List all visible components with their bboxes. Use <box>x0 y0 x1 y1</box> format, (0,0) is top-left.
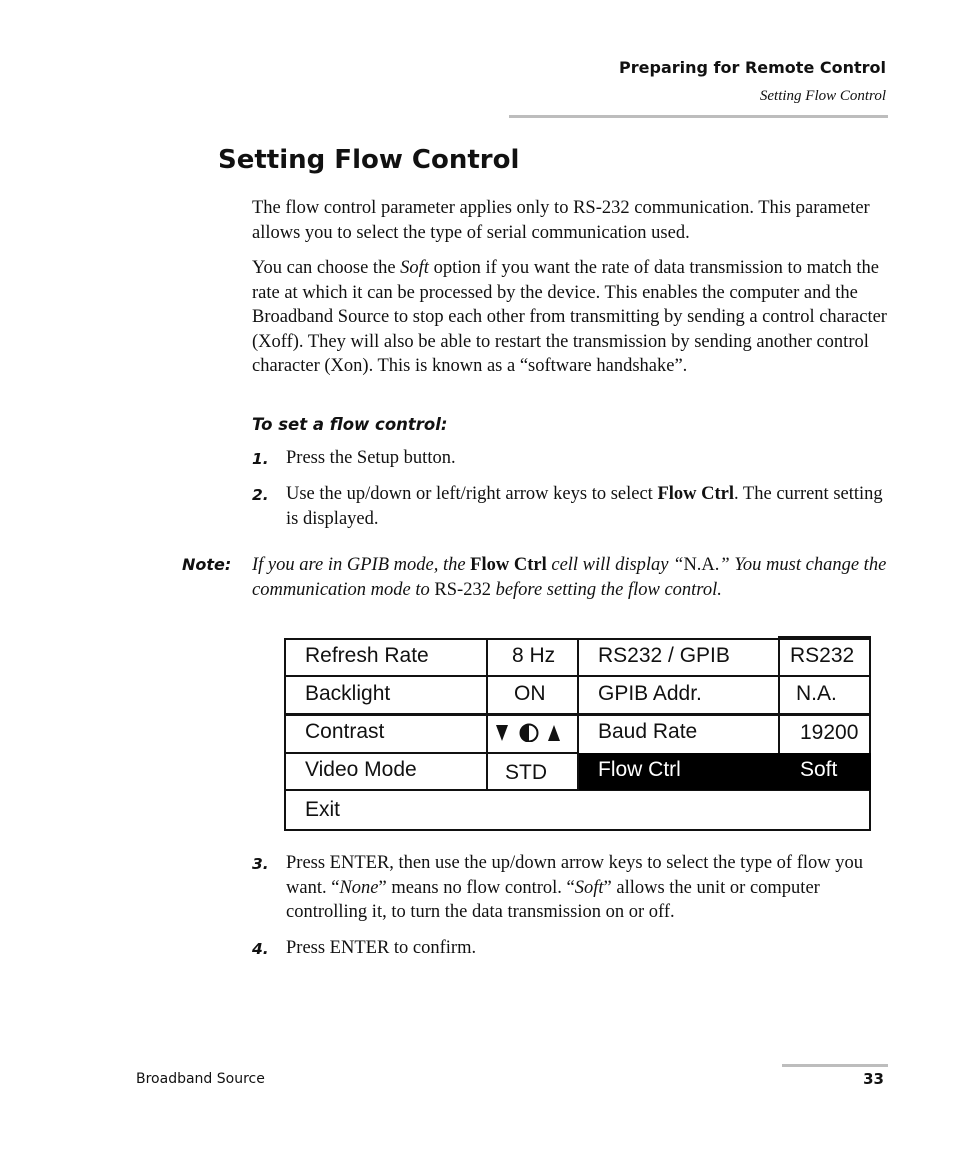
comm-mode-value: RS232 <box>790 644 855 667</box>
backlight-label: Backlight <box>305 682 391 705</box>
gpib-address-label: GPIB Addr. <box>598 682 702 705</box>
contrast-icon <box>521 725 538 742</box>
backlight-value: ON <box>514 682 546 705</box>
comm-mode-label: RS232 / GPIB <box>598 644 730 667</box>
baud-rate-value: 19200 <box>800 721 859 744</box>
step-3: 3. Press ENTER, then use the up/down arrow keys to select the type of flow you want. “None” means no flow control. “Soft” allows the unit or computer controlling it, to turn the data transmission on or off. <box>252 853 863 923</box>
divider <box>778 636 780 715</box>
video-mode-label: Video Mode <box>305 758 417 781</box>
step-1: 1. Press the Setup button. <box>252 446 888 471</box>
note-label: Note: <box>182 555 232 574</box>
divider <box>778 636 871 638</box>
footer-product-name: Broadband Source <box>136 1071 265 1087</box>
divider <box>578 675 871 677</box>
baud-rate-label: Baud Rate <box>598 720 698 743</box>
divider <box>284 675 579 677</box>
divider <box>284 713 579 716</box>
page-number: 33 <box>863 1070 884 1088</box>
divider <box>486 638 488 790</box>
soft-option-paragraph: You can choose the Soft option if you want the rate of data transmission to match the rate at which it can be processed by the device. This enables the computer and the Broadband Source to stop each other from transmitting by sending a control character (Xoff). They will also be able to restart the transmission by sending another control character (Xon). This is known as a “software handshake”. <box>252 258 887 377</box>
step-4: 4. Press ENTER to confirm. <box>252 936 888 961</box>
video-mode-value: STD <box>505 761 547 784</box>
divider <box>778 714 780 754</box>
footer-rule <box>782 1064 888 1067</box>
contrast-controls <box>495 722 565 748</box>
running-header-section: Setting Flow Control <box>759 88 886 104</box>
step-number: 1. <box>252 450 269 468</box>
running-header-chapter: Preparing for Remote Control <box>619 58 886 77</box>
note-text: If you are in GPIB mode, the Flow Ctrl cell will display “N.A.” You must change the communication mode to RS-232 before setting the flow control. <box>252 555 887 600</box>
gpib-address-value: N.A. <box>796 682 837 705</box>
page-title: Setting Flow Control <box>218 145 520 175</box>
step-2: 2. Use the up/down or left/right arrow keys to select Flow Ctrl. The current setting is displayed. <box>252 484 883 529</box>
refresh-rate-label: Refresh Rate <box>305 644 429 667</box>
procedure-title: To set a flow control: <box>252 415 448 434</box>
contrast-icons <box>495 722 565 742</box>
down-arrow-icon <box>496 725 508 741</box>
divider <box>284 752 579 754</box>
flow-ctrl-value: Soft <box>800 758 838 781</box>
contrast-label: Contrast <box>305 720 385 743</box>
up-arrow-icon <box>548 725 560 741</box>
step-number: 2. <box>252 486 269 504</box>
exit-label: Exit <box>305 798 341 821</box>
divider <box>578 713 871 716</box>
header-rule <box>509 115 888 118</box>
intro-paragraph: The flow control parameter applies only to RS-232 communication. This parameter allows you to select the type of serial communication used. <box>252 198 870 243</box>
step-number: 4. <box>252 940 269 958</box>
step-number: 3. <box>252 855 269 873</box>
refresh-rate-value: 8 Hz <box>512 644 556 667</box>
flow-ctrl-label: Flow Ctrl <box>598 758 681 781</box>
